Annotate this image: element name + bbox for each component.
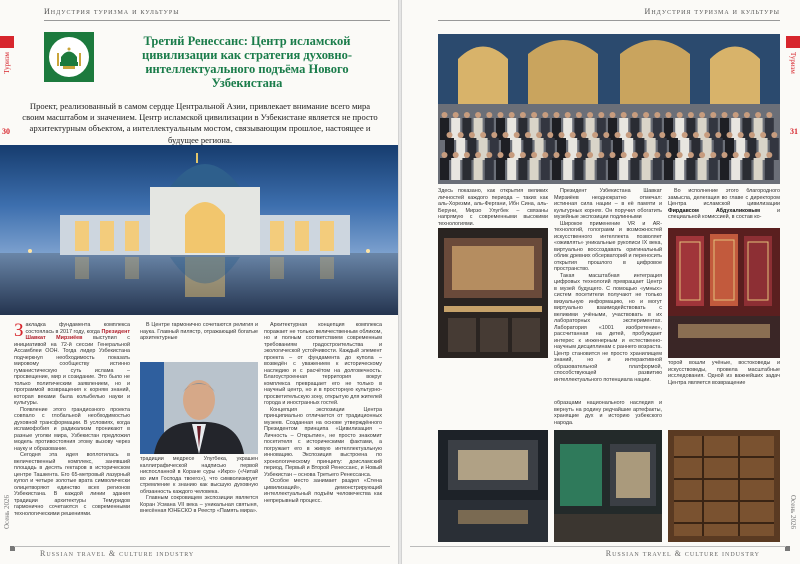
right-bottom-text-3 [668,360,780,428]
section-tab [786,36,800,48]
center-logo [44,32,94,82]
col1-paragraph-3: Сегодня эта идея воплотилась в величественный комплекс, занявший площадь в десять гектаров в историческом центре Ташкента. Его 65-метровый лазурный купол и четыре золотые врата символически олицетворяют единство всех регионов Узбекистана. В каждой линии здания традиции архитектуры Темуридов гармонично сочетаются с современными технологическими решениями. [14,452,130,517]
header-rule [438,20,780,21]
r-bottom-paragraph-3: торой вошли учёные, востоковеды и искусствоведы, провела масштабные исследования. Одной из важнейших задач Центра является возвращение [668,360,780,386]
date-label: Осень 2026 [3,495,11,530]
manuscript-exhibit-photo [438,228,548,358]
dropcap: З [14,322,24,341]
date-label: Осень 2026 [789,495,797,530]
right-column-1-text [438,188,548,228]
delegation-group-photo [438,34,780,184]
article-title: Третий Ренессанс: Центр исламской цивилизации как стратегия духовно-интеллектуального подъёма Нового Узбекистана [142,34,352,90]
header-rule [44,20,390,21]
page-number: 30 [2,127,10,136]
col1-text-b: выступил с инициативой на 72-й сессии Генеральной Ассамблеи ООН. Тогда лидер Узбекистана подчеркнул необходимость показать мировому сообществу истинно гуманистическую суть ислама – просвещение, мир и созидание. Это было не только политическим заявлением, но и программой возвращения к корням знаний, которая веками была колыбелью науки и культуры. [14,335,130,406]
col3-paragraph-1: Архитектурная концепция комплекса поражает не только величественным обликом, но и полным соответствием современным требованиям градостроительства и экологической устойчивости. Каждый элемент проекта – от фундамента до купола – возведён с уважением к историческому наследию и с расчётом на долговечность. Благоустроенная территория вокруг комплекса превращает его не только в научный центр, но и в просторную культурно-просветительскую зону, открытую для жителей города и иностранных гостей. [264,322,382,406]
col1-paragraph-2: Появление этого грандиозного проекта совпало с глобальной необходимостью духовной трансформации. В условиях, когда исламофобия и радикализм проникают в разные уголки мира, Узбекистан предложил модель противостояния этому вызову через науку и образование. [14,406,130,452]
col2-paragraph-2: традиции медресе Улугбека, украшен каллиграфической надписью первой ниспосланной в Коране суры «Икро» («Читай во имя Господа твоего»), что символизирует стремление к знанию как высшую духовную обязанность каждого человека. [140,456,258,495]
side-label: Туризм [789,52,797,74]
footer-rule [410,546,786,547]
r-col3-text-b: и специальной комиссией, в состав ко- [668,207,780,220]
mosque-emblem-icon [49,37,89,77]
section-tab [0,36,14,48]
textile-exhibit-photo [668,228,780,358]
col2-paragraph-1: В Центре гармонично сочетаются религия и наука. Главный пилястр, отражающий богатые архитектурные [140,322,258,341]
r-col1-paragraph-1: Здесь показано, как открытия великих личностей каждого периода – таких как аль-Хорезми, аль-Фергани, Ибн Сина, аль-Беруни, Мирзо Улугбек – связаны напрямую с современными высокими технологиями. [438,188,548,227]
page-number: 31 [790,127,798,136]
side-label: Туризм [3,52,11,74]
running-head: Индустрия туризма и культуры [44,7,180,16]
left-page [0,0,398,564]
right-column-3-text [668,188,780,228]
right-bottom-text-2 [554,400,662,428]
r-col2-paragraph-3: Такая масштабная интеграция цифровых технологий превращает Центр в музей будущего. С помощью «умных» систем посетители получают не только визуальную информацию, но и могут виртуально взаимодействовать с великими учёными, участвовать в их лабораторных экспериментах. Лаборатория «1001 изобретение», рассчитанная на детей, пробуждает интерес к инженерным и естественно-научным дисциплинам с раннего возраста. Центр становится не просто хранилищем знаний, но и интерактивной образовательной платформой, способствующей развитию интеллектуального потенциала нации. [554,272,662,383]
hero-photo-center-night [0,145,398,315]
footer-rule [14,546,390,547]
left-column-2-top [140,322,258,362]
col2-paragraph-3: Главным сокровищем экспозиции является Коран Усмана VII века – уникальная святыня, внесённая ЮНЕСКО в Реестр «Память мира». [140,495,258,514]
president-name: Президент Шавкат Мирзиёев [25,328,130,341]
exhibition-hall-photo-1 [438,430,548,542]
article-lead: Проект, реализованный в самом сердце Центральной Азии, привлекает внимание всего мира своим масштабом и значением. Центр исламской цивилизации в Узбекистане является не просто архитектурным объектом, а интеллектуальным мостом, связывающим прошлое, настоящее и будущее региона. [22,101,378,145]
director-name: Фирдавсом Абдухаликовым [668,207,760,214]
r-col3-text-a: Во исполнение этого благородного замысла, делегация во главе с директором Центра исламской цивилизации [668,188,780,207]
running-foot: Russian travel & culture industry [40,549,195,558]
col3-paragraph-3: Особое место занимает раздел «Стена цивилизаций», демонстрирующий интеллектуальный подъём человечества как непрерывный процесс. [264,478,382,504]
col1-text-a: акладка фундамента комплекса состоялась в 2017 году, когда [25,322,130,335]
r-col2-paragraph-1: Президент Узбекистана Шавкат Мирзиёев неоднократно отмечал: истинная сила нации – в её памяти и культурных корнях. Он поручил обогатить музейные экспозиции подлинными [554,188,662,220]
president-portrait-photo [140,362,258,454]
right-page [402,0,800,564]
running-head: Индустрия туризма и культуры [644,7,780,16]
running-foot: Russian travel & culture industry [605,549,760,558]
exhibition-hall-photo-2 [554,430,662,542]
col3-paragraph-2: Концепция экспозиции Центра принципиально отличается от традиционных музеев. Созданная на основе утверждённого Президентом принципа «Цивилизация – Личность – Открытие», не просто знакомит посетителя с историческими фактами, а погружает его в живую интеллектуальную инновацию. Экспозиция выстроена по хронологическому принципу: доисламский период, Первый и Второй Ренессанс, и Новый Узбекистан – основа Третьего Ренессанса. [264,406,382,478]
left-column-2-bottom [140,456,258,546]
spacer [438,360,548,400]
r-bottom-paragraph-2: образцами национального наследия и вернуть на родину редчайшие артефакты, хранящие дух и историю узбекского народа. [554,400,662,426]
right-column-2 [554,188,662,400]
library-shelves-photo [668,430,780,542]
left-column-1 [14,322,130,544]
r-col2-paragraph-2: Широкое применение VR и AR-технологий, голограмм и возможностей искусственного интеллекта позволяет «оживлять» уникальные рукописи IX века, виртуально воссоздавать оригинальный облик древних обсерваторий и переносить открытия прошлого в цифровое пространство. [554,220,662,272]
left-column-3 [264,322,382,544]
